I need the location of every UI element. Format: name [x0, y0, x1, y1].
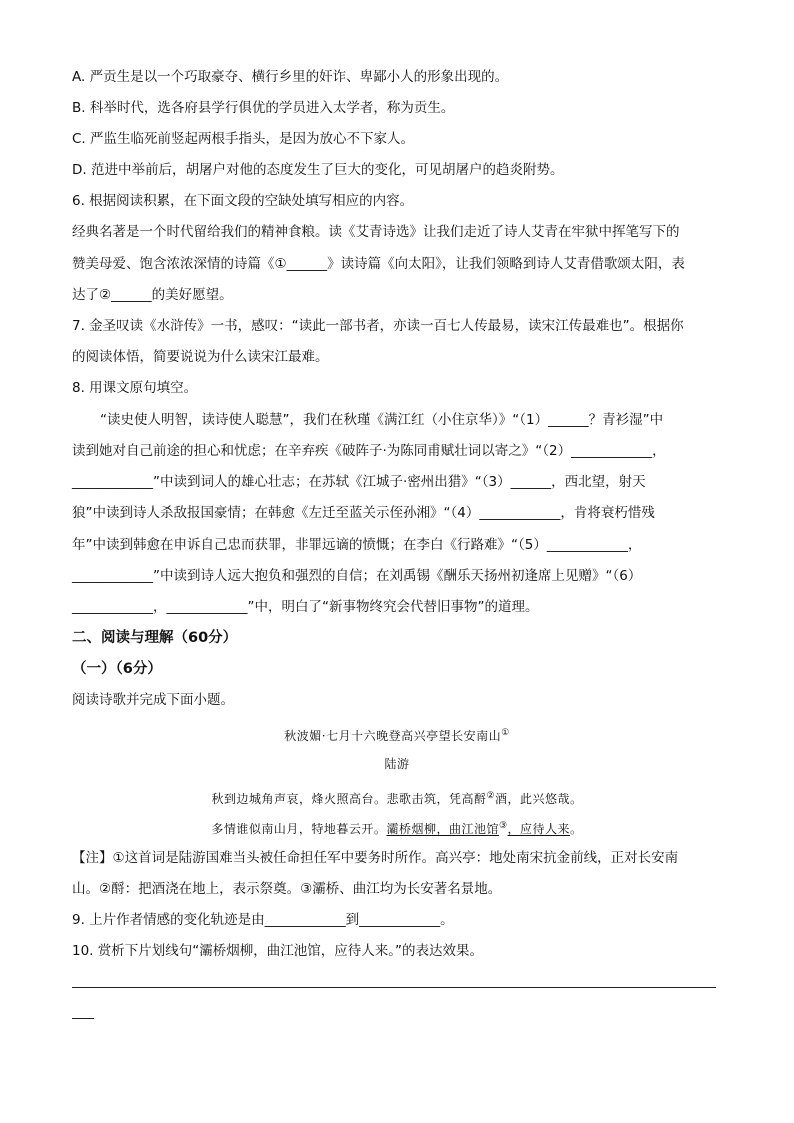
question-6-line-2: 赞美母爱、饱含浓浓深情的诗篇《①______》读诗篇《向太阳》，让我们领略到诗人艾青借歌颂太阳，表 — [72, 256, 685, 272]
section-title: 二、阅读与理解（60分） — [72, 630, 238, 646]
footnote-mark-2: ② — [486, 791, 496, 801]
question-10: 10. 赏析下片划线句“灞桥烟柳，曲江池馆，应待人来。”的表达效果。 — [72, 943, 483, 959]
poem-line-2-end: 。 — [570, 822, 583, 836]
poem-line-2-part-a: 多情谁似南山月，特地暮云开。 — [211, 822, 387, 836]
option-b: B. 科举时代，选各府县学行俱优的学员进入太学者，称为贡生。 — [72, 100, 455, 116]
note-line-2: 山。②酹：把酒浇在地上，表示祭奠。③灞桥、曲江均为长安著名景地。 — [72, 881, 502, 897]
poem-title — [72, 723, 722, 746]
option-d: D. 范进中举前后，胡屠户对他的态度发生了巨大的变化，可见胡屠户的趋炎附势。 — [72, 162, 564, 178]
question-8-line-6: ____________”中读到诗人远大抱负和强烈的自信；在刘禹锡《酬乐天扬州初逢席上见赠》“（6） — [72, 568, 642, 584]
question-8-line-7: ____________，____________”中，明白了“新事物终究会代替旧事物”的道理。 — [72, 599, 539, 615]
note-line-1: 【注】①这首词是陆游国难当头被任命担任军中要务时所作。高兴亭：地处南宋抗金前线，正对长安南 — [72, 850, 679, 866]
question-8-line-5: 年”中读到韩愈在申诉自己忠而获罪，非罪远谪的愤慨；在李白《行路难》“（5）____________， — [72, 537, 642, 553]
poem-title-text: 秋波媚·七月十六晚登高兴亭望长安南山 — [284, 729, 502, 743]
question-8-line-4: 狼”中读到诗人杀敌报国豪情；在韩愈《左迁至蓝关示侄孙湘》“（4）____________，肯将衰朽惜残 — [72, 505, 655, 521]
answer-line[interactable] — [72, 987, 716, 988]
question-6-line-3: 达了②______的美好愿望。 — [72, 287, 233, 303]
underlined-phrase-1: 灞桥烟柳，曲江池馆 — [386, 822, 499, 836]
question-6-title: 6. 根据阅读积累，在下面文段的空缺处填写相应的内容。 — [72, 193, 414, 209]
poem-line-1-part-b: 酒，此兴悠哉。 — [495, 792, 583, 806]
poem-line-1-part-a: 秋到边城角声哀，烽火照高台。悲歌击筑，凭高酹 — [211, 792, 487, 806]
question-9: 9. 上片作者情感的变化轨迹是由____________到____________。 — [72, 912, 454, 928]
footnote-mark-1: ① — [501, 728, 510, 738]
footnote-mark-3: ③ — [498, 821, 508, 831]
reading-instruction: 阅读诗歌并完成下面小题。 — [72, 692, 234, 708]
question-8-line-3: ____________”中读到词人的雄心壮志；在苏轼《江城子·密州出猎》“（3）______，西北望，射天 — [72, 474, 646, 490]
answer-line-end — [72, 1018, 94, 1019]
question-8-line-1: “读史使人明智，读诗使人聪慧”，我们在秋瑾《满江红（小住京华）》“（1）______？青衫湿”中 — [100, 412, 664, 428]
option-a: A. 严贡生是以一个巧取豪夺、横行乡里的奸诈、卑鄙小人的形象出现的。 — [72, 69, 509, 85]
question-7-line-2: 的阅读体悟，简要说说为什么读宋江最难。 — [72, 349, 329, 365]
question-8-title: 8. 用课文原句填空。 — [72, 380, 198, 396]
underlined-phrase-2: ，应待人来 — [507, 822, 571, 836]
poem-author: 陆游 — [384, 757, 410, 771]
question-8-line-2: 读到她对自己前途的担心和忧虑；在辛弃疾《破阵子·为陈同甫赋壮词以寄之》“（2）____________， — [72, 443, 666, 459]
option-c: C. 严监生临死前竖起两根手指头，是因为放心不下家人。 — [72, 131, 415, 147]
subsection-title: （一）（6分） — [72, 661, 162, 677]
poem-line-2 — [72, 816, 722, 839]
poem-line-1 — [72, 786, 722, 809]
question-7-line-1: 7. 金圣叹读《水浒传》一书，感叹：“读此一部书者，亦读一百七人传最易，读宋江传最难也”。根据你 — [72, 318, 684, 334]
question-6-line-1: 经典名著是一个时代留给我们的精神食粮。读《艾青诗选》让我们走近了诗人艾青在牢狱中挥笔写下的 — [72, 224, 680, 240]
